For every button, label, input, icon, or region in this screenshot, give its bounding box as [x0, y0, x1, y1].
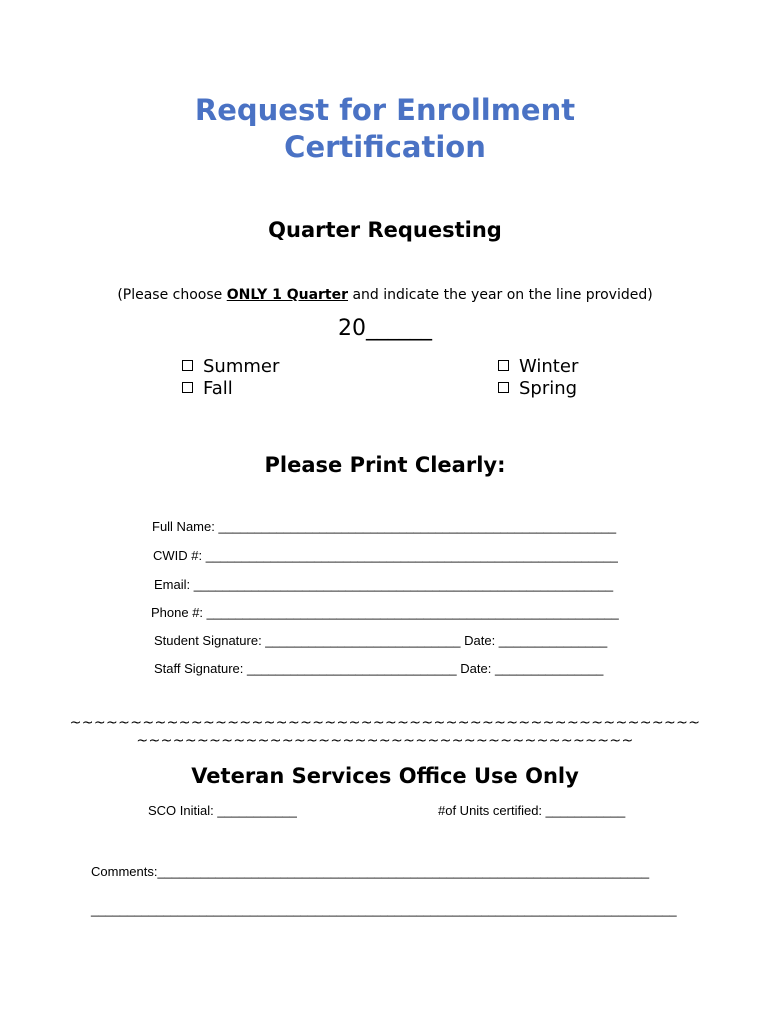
title-line-1: Request for Enrollment [194, 93, 576, 127]
divider-line-1: ~~~~~~~~~~~~~~~~~~~~~~~~~~~~~~~~~~~~~~~~~~~~~~~~~~~~ [69, 715, 701, 731]
instruction-post: and indicate the year on the line provided) [348, 287, 653, 303]
checkbox-icon[interactable] [182, 382, 193, 393]
print-heading: Please Print Clearly: [264, 453, 506, 477]
comments-line-2[interactable]: _________________________________________________________________________________ [91, 902, 677, 917]
cwid-field[interactable]: CWID #: _________________________________________________________ [153, 548, 618, 563]
option-summer[interactable] [182, 356, 279, 377]
option-fall-label: Fall [203, 378, 233, 399]
checkbox-icon[interactable] [498, 382, 509, 393]
option-fall[interactable] [182, 378, 233, 399]
option-summer-label: Summer [203, 356, 280, 377]
units-certified-field[interactable]: #of Units certified: ___________ [438, 803, 626, 818]
divider-line-2: ~~~~~~~~~~~~~~~~~~~~~~~~~~~~~~~~~~~~~~~~~ [136, 733, 634, 749]
instruction-emphasis: ONLY 1 Quarter [226, 287, 349, 303]
title-line-2: Certification [284, 130, 486, 164]
quarter-heading: Quarter Requesting [268, 218, 502, 242]
checkbox-icon[interactable] [498, 360, 509, 371]
sco-initial-field[interactable]: SCO Initial: ___________ [148, 803, 297, 818]
option-winter[interactable] [498, 356, 578, 377]
email-field[interactable]: Email: __________________________________________________________ [154, 577, 614, 592]
option-spring-label: Spring [519, 378, 578, 399]
instruction-pre: (Please choose [117, 287, 227, 303]
comments-field[interactable]: Comments:____________________________________________________________________ [91, 864, 650, 879]
staff-signature-field[interactable]: Staff Signature: _____________________________ Date: _______________ [154, 661, 604, 676]
year-line[interactable]: 20______ [338, 316, 432, 341]
student-signature-field[interactable]: Student Signature: ___________________________ Date: _______________ [154, 633, 608, 648]
option-winter-label: Winter [519, 356, 579, 377]
phone-field[interactable]: Phone #: _________________________________________________________ [151, 605, 619, 620]
office-heading: Veteran Services Office Use Only [191, 764, 579, 788]
quarter-instruction [0, 287, 770, 303]
checkbox-icon[interactable] [182, 360, 193, 371]
document-title [0, 92, 770, 166]
option-spring[interactable] [498, 378, 577, 399]
full-name-field[interactable]: Full Name: _______________________________________________________ [152, 519, 617, 534]
